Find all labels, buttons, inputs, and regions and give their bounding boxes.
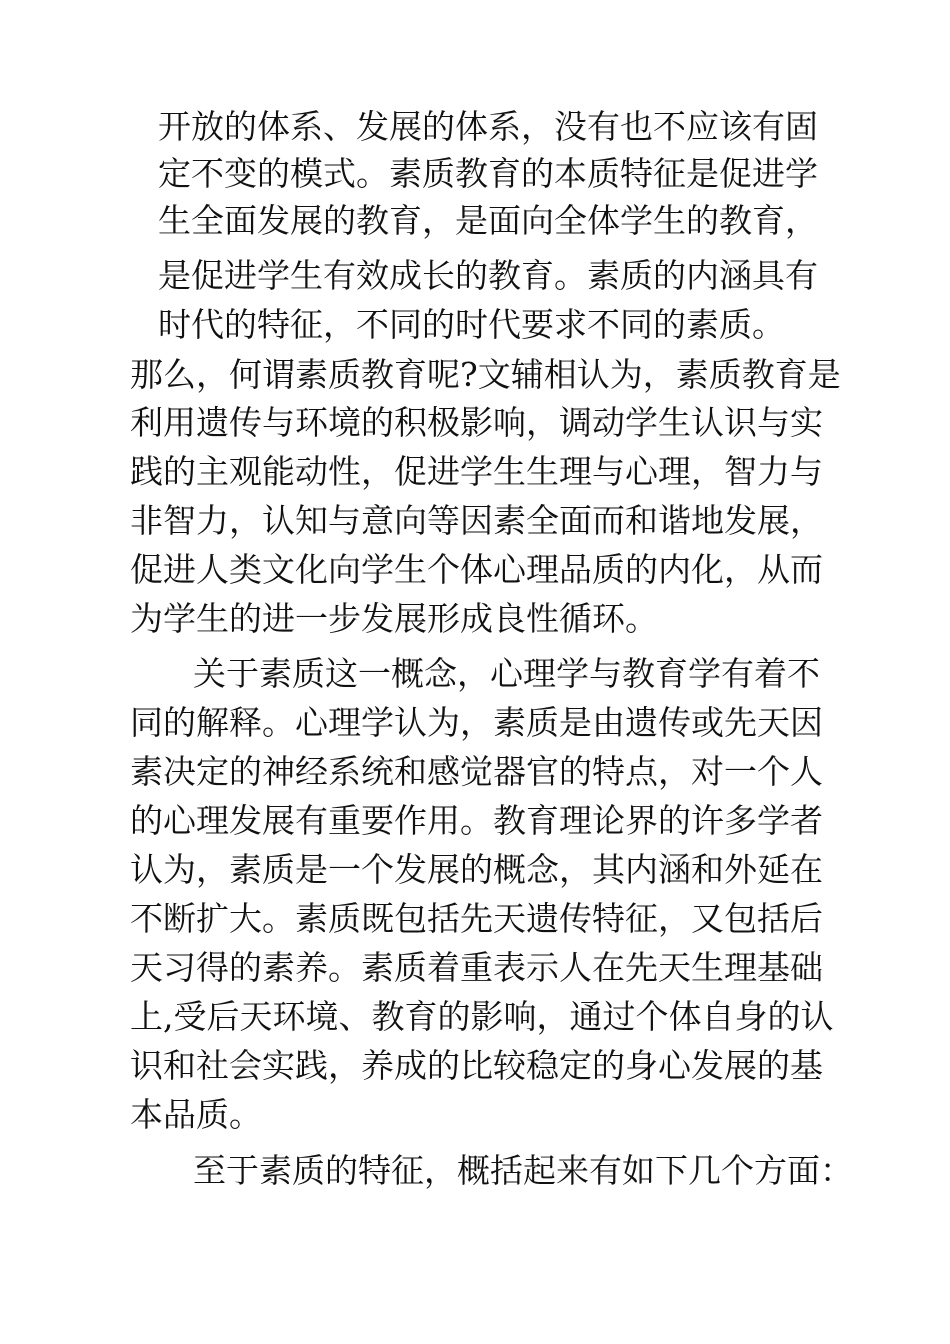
text-line: 生全面发展的教育，是面向全体学生的教育，	[158, 201, 818, 240]
text-line: 那么，何谓素质教育呢?文辅相认为，素质教育是	[130, 355, 841, 394]
text-line: 关于素质这一概念，心理学与教育学有着不	[193, 654, 820, 693]
text-line: 识和社会实践，养成的比较稳定的身心发展的基	[130, 1046, 823, 1085]
text-line: 上,受后天环境、教育的影响，通过个体自身的认	[130, 997, 834, 1036]
text-line: 天习得的素养。素质着重表示人在先天生理基础	[130, 948, 823, 987]
text-line: 利用遗传与环境的积极影响，调动学生认识与实	[130, 403, 823, 442]
text-line: 同的解释。心理学认为，素质是由遗传或先天因	[130, 703, 823, 742]
text-line: 开放的体系、发展的体系，没有也不应该有固	[158, 107, 818, 146]
text-line: 非智力，认知与意向等因素全面而和谐地发展，	[130, 501, 823, 540]
text-line: 践的主观能动性，促进学生生理与心理，智力与	[130, 452, 823, 491]
text-line: 素决定的神经系统和感觉器官的特点，对一个人	[130, 752, 823, 791]
text-line: 为学生的进一步发展形成良性循环。	[130, 599, 658, 638]
text-line: 是促进学生有效成长的教育。素质的内涵具有	[158, 256, 818, 295]
text-line: 定不变的模式。素质教育的本质特征是促进学	[158, 154, 818, 193]
text-line: 不断扩大。素质既包括先天遗传特征，又包括后	[130, 899, 823, 938]
text-line: 认为，素质是一个发展的概念，其内涵和外延在	[130, 850, 823, 889]
text-line: 促进人类文化向学生个体心理品质的内化，从而	[130, 550, 823, 589]
text-line: 至于素质的特征，概括起来有如下几个方面：	[193, 1151, 853, 1190]
text-line: 时代的特征，不同的时代要求不同的素质。	[158, 305, 785, 344]
text-line: 本品质。	[130, 1095, 262, 1134]
text-line: 的心理发展有重要作用。教育理论界的许多学者	[130, 801, 823, 840]
